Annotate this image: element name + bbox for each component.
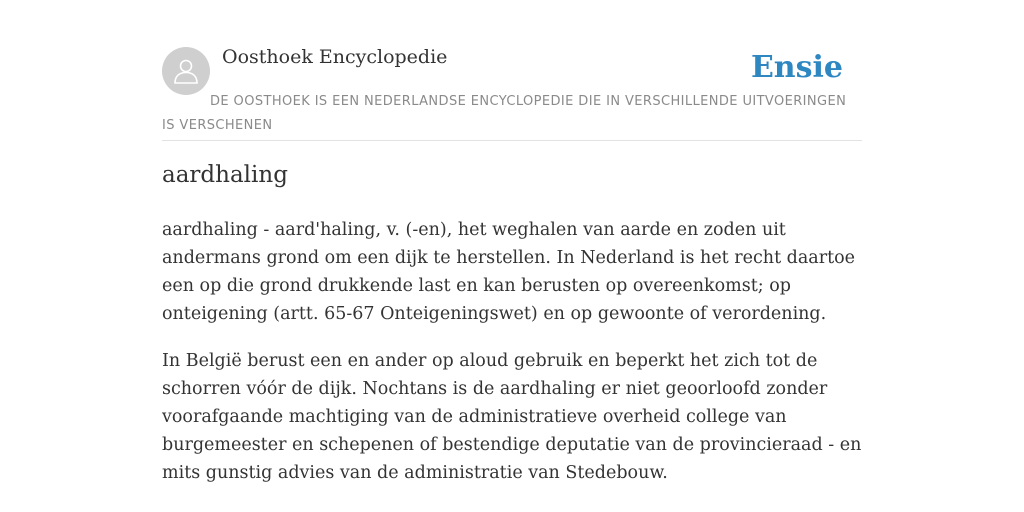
- site-title[interactable]: Oosthoek Encyclopedie: [222, 46, 448, 68]
- header: [162, 44, 862, 141]
- article-title: aardhaling: [162, 162, 288, 188]
- brand-logo[interactable]: Ensie: [750, 50, 843, 85]
- article-paragraph: In België berust een en ander op aloud gebruik en beperkt het zich tot de schorren vóór de dijk. Nochtans is de aardhaling er niet geoorloofd zonder voorafgaande machtiging van de administratieve overheid college van burgemeester en schepenen of bestendige deputatie van de provincieraad - en mits gunstig advies van de administratie van Stedebouw.: [162, 351, 862, 483]
- user-avatar-icon[interactable]: [162, 47, 210, 95]
- person-icon: [171, 56, 201, 86]
- article-paragraph: aardhaling - aard'haling, v. (-en), het weghalen van aarde en zoden uit andermans grond om een dijk te herstellen. In Nederland is het recht daartoe een op die grond drukkende last en kan berusten op overeenkomst; op onteigening (artt. 65-67 Onteigeningswet) en op gewoonte of verordening.: [162, 220, 856, 324]
- article-body: [162, 216, 864, 506]
- site-tagline: DE OOSTHOEK IS EEN NEDERLANDSE ENCYCLOPEDIE DIE IN VERSCHILLENDE UITVOERINGEN IS VERSCHENEN: [162, 94, 847, 133]
